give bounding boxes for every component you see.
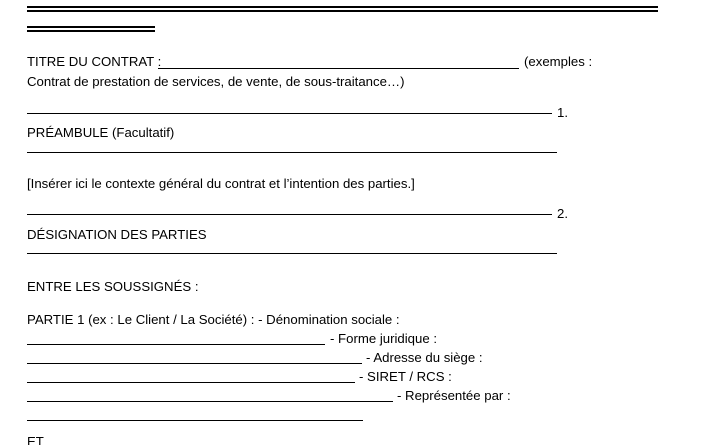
section-2-bottom-rule: [27, 253, 557, 254]
partie-1-denomination-sociale-blank[interactable]: [27, 344, 325, 345]
titre-du-contrat-note: (exemples :: [524, 54, 593, 69]
top-double-rule-2: [27, 26, 155, 32]
section-1-bottom-rule: [27, 152, 557, 153]
section-1-heading: PRÉAMBULE (Facultatif): [27, 125, 175, 140]
section-2-number: 2.: [557, 206, 568, 221]
partie-1-adresse-siege-blank[interactable]: [27, 382, 355, 383]
section-1-top-rule: [27, 113, 552, 114]
partie-1-adresse-siege-label: - Adresse du siège :: [366, 350, 483, 365]
partie-1-siret-rcs-blank[interactable]: [27, 401, 393, 402]
entre-les-soussignes-label: ENTRE LES SOUSSIGNÉS :: [27, 279, 199, 294]
titre-du-contrat-note-continued: Contrat de prestation de services, de vente, de sous-traitance…): [27, 74, 405, 89]
section-1-body: [Insérer ici le contexte général du contrat et l’intention des parties.]: [27, 176, 415, 191]
section-2-heading: DÉSIGNATION DES PARTIES: [27, 227, 207, 242]
titre-du-contrat-label: TITRE DU CONTRAT :: [27, 54, 162, 69]
section-1-number: 1.: [557, 105, 568, 120]
top-double-rule-1: [27, 6, 658, 12]
partie-1-representee-par-label: - Représentée par :: [397, 388, 511, 403]
partie-1-siret-rcs-label: - SIRET / RCS :: [359, 369, 452, 384]
trailing-et-label: ET: [27, 434, 44, 445]
titre-du-contrat-blank[interactable]: [158, 68, 519, 69]
partie-1-representee-par-blank[interactable]: [27, 420, 363, 421]
partie-1-forme-juridique-blank[interactable]: [27, 363, 362, 364]
partie-1-intro: PARTIE 1 (ex : Le Client / La Société) : - Dénomination sociale :: [27, 312, 400, 327]
section-2-top-rule: [27, 214, 552, 215]
partie-1-forme-juridique-label: - Forme juridique :: [330, 331, 438, 346]
